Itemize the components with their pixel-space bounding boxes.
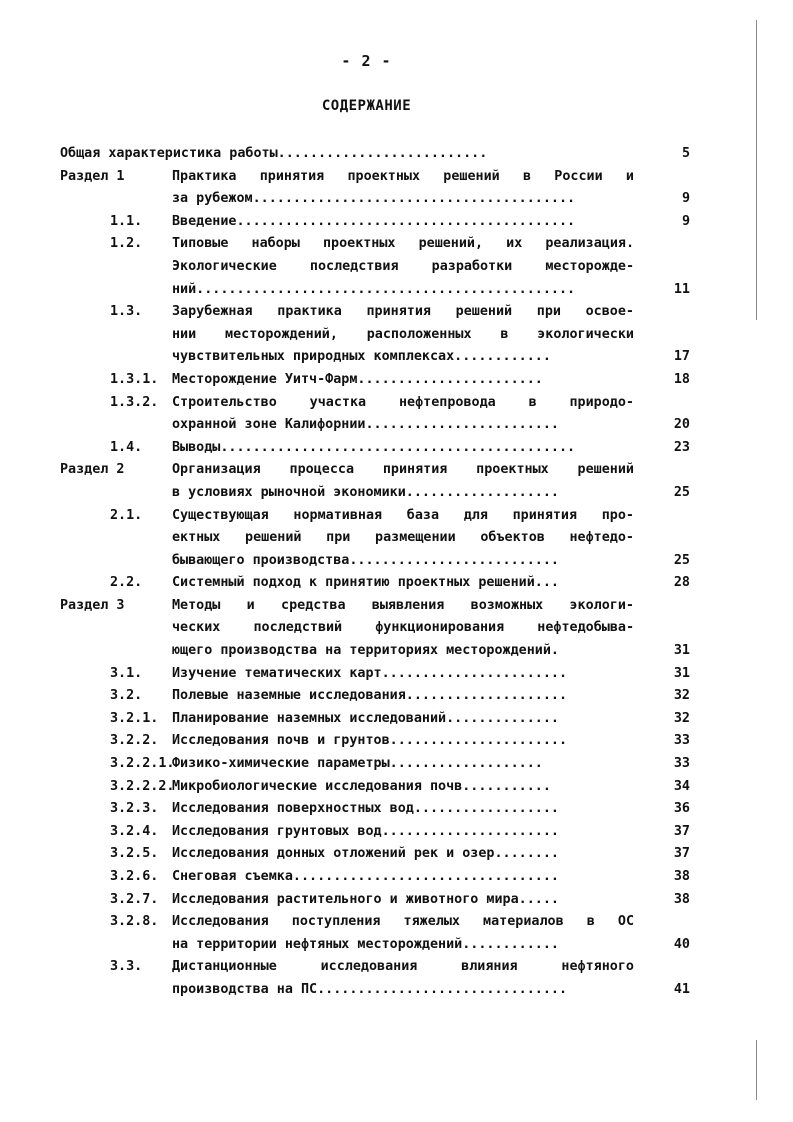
- toc-entry-label: 2.1.: [110, 507, 143, 523]
- toc-entry-text: Исследования грунтовых вод......................: [172, 823, 559, 839]
- toc-entry-line: [60, 550, 690, 573]
- toc-entry-label: 3.2.2.1.: [110, 756, 175, 772]
- toc-entry-text: Строительство участка нефтепровода в природо-: [172, 394, 634, 410]
- toc-entry-label: 1.3.1.: [110, 371, 159, 387]
- toc-entry-page: 33: [673, 756, 690, 772]
- toc-entry-text: Организация процесса принятия проектных решений: [172, 462, 634, 478]
- toc-entry-text: Месторождение Уитч-Фарм.......................: [172, 371, 543, 387]
- toc-entry-page: 17: [673, 349, 690, 365]
- toc-entry-line: [60, 640, 690, 663]
- toc-entry-line: [60, 911, 690, 934]
- toc-entry-page: 40: [673, 936, 690, 952]
- toc-entry-label: Раздел 1: [60, 168, 125, 184]
- toc-entry-text: Полевые наземные исследования....................: [172, 688, 568, 704]
- toc-entry-text: ектных решений при размещении объектов нефтедо-: [172, 530, 634, 546]
- toc-entry-label: 1.1.: [110, 213, 143, 229]
- toc-entry-line: [60, 324, 690, 347]
- toc-entry-text: Типовые наборы проектных решений, их реализация.: [172, 236, 634, 252]
- toc-entry-text: на территории нефтяных месторождений............: [172, 936, 559, 952]
- toc-entry-page: 33: [673, 733, 690, 749]
- toc-entry-text: Исследования донных отложений рек и озер........: [172, 846, 559, 862]
- toc-entry-page: 36: [673, 801, 690, 817]
- toc-entry-page: 23: [673, 439, 690, 455]
- toc-entry-page: 37: [673, 846, 690, 862]
- toc-entry-text: Методы и средства выявления возможных экологи-: [172, 597, 634, 613]
- toc-entry-page: 20: [673, 417, 690, 433]
- toc-entry-page: 5: [681, 146, 690, 161]
- toc-entry-label: 3.3.: [110, 959, 143, 975]
- toc-entry-text: Зарубежная практика принятия решений при освое-: [172, 304, 634, 320]
- toc-entry-label: 1.2.: [110, 236, 143, 252]
- toc-entry-line: [60, 866, 690, 889]
- toc-entry-page: 41: [673, 981, 690, 997]
- toc-entry-label: 3.2.6.: [110, 869, 159, 884]
- toc-entry-text: чувствительных природных комплексах............: [172, 349, 551, 365]
- toc-entry-line: [60, 979, 690, 1002]
- toc-entry-line: [60, 821, 690, 844]
- toc-entry-text: ческих последствий функционирования нефтедобыва-: [172, 620, 634, 636]
- toc-entry-page: 32: [673, 710, 690, 726]
- toc-entry-page: 32: [673, 688, 690, 704]
- toc-entry-text: в условиях рыночной экономики...................: [172, 484, 559, 500]
- toc-entry-line: [60, 143, 690, 166]
- toc-entry-text: Исследования поступления тяжелых материалов в ОС: [172, 914, 634, 930]
- toc-entry-line: [60, 572, 690, 595]
- toc-entry-page: 34: [673, 778, 690, 794]
- toc-entry-text: нии месторождений, расположенных в экологически: [172, 326, 634, 342]
- toc-entry-line: [60, 798, 690, 821]
- toc-entry-line: [60, 256, 690, 279]
- toc-entry-label: 3.2.7.: [110, 891, 159, 907]
- toc-entry-text: Выводы............................................: [172, 439, 576, 455]
- toc-entry-line: [60, 188, 690, 211]
- toc-entry-label: 3.1.: [110, 665, 143, 681]
- toc-entry-page: 11: [673, 281, 690, 297]
- toc-entry-line: [60, 708, 690, 731]
- scan-edge-line: [756, 1040, 757, 1100]
- toc-entry-text: за рубежом........................................: [172, 191, 576, 207]
- toc-entry-text: ющего производства на территориях месторождений.: [172, 643, 559, 659]
- toc-entry-label: 3.2.3.: [110, 801, 159, 817]
- toc-entry-line: [60, 730, 690, 753]
- toc-entry-text: Снеговая съемка.................................: [172, 869, 559, 884]
- toc-entry-label: 3.2.5.: [110, 846, 159, 862]
- toc-entry-page: 31: [673, 643, 690, 659]
- toc-entry-line: [60, 279, 690, 302]
- toc-entry-line: [60, 369, 690, 392]
- toc-entry-line: [60, 889, 690, 912]
- toc-entry-line: [60, 392, 690, 415]
- toc-entry-label: 1.3.2.: [110, 394, 159, 410]
- toc-entry-line: [60, 934, 690, 957]
- toc-entry-line: [60, 482, 690, 505]
- toc-entry-label: 3.2.2.: [110, 733, 159, 749]
- toc-entry-text: Практика принятия проектных решений в России и: [172, 168, 634, 184]
- toc-entry-page: 38: [673, 891, 690, 907]
- table-of-contents: [60, 143, 690, 1002]
- toc-entry-line: [60, 414, 690, 437]
- toc-entry-line: [60, 211, 690, 234]
- toc-entry-label: 3.2.: [110, 688, 143, 704]
- toc-entry-text: Исследования поверхностных вод..................: [172, 801, 559, 817]
- toc-entry-label: 2.2.: [110, 575, 143, 591]
- toc-entry-page: 28: [673, 575, 690, 591]
- toc-entry-label: Раздел 3: [60, 597, 125, 613]
- toc-entry-label: 1.3.: [110, 304, 143, 320]
- toc-entry-page: 25: [673, 552, 690, 568]
- toc-entry-label: 1.4.: [110, 439, 143, 455]
- toc-entry-line: [60, 233, 690, 256]
- toc-entry-line: [60, 753, 690, 776]
- toc-entry-line: [60, 505, 690, 528]
- toc-entry-label: 3.2.1.: [110, 710, 159, 726]
- toc-entry-line: [60, 685, 690, 708]
- toc-heading: СОДЕРЖАНИЕ: [321, 98, 412, 114]
- toc-entry-text: Физико-химические параметры...................: [172, 756, 543, 772]
- toc-entry-label: Раздел 2: [60, 462, 125, 478]
- toc-entry-text: Исследования почв и грунтов......................: [172, 733, 568, 749]
- toc-entry-page: 9: [681, 191, 690, 207]
- toc-entry-line: [60, 617, 690, 640]
- toc-entry-text: ний...............................................: [172, 281, 576, 297]
- toc-entry-line: [60, 301, 690, 324]
- toc-entry-line: [60, 346, 690, 369]
- page-number: - 2 -: [341, 52, 392, 70]
- toc-entry-text: Существующая нормативная база для принятия про-: [172, 507, 634, 523]
- toc-entry-line: [60, 956, 690, 979]
- toc-entry-text: Исследования растительного и животного мира.....: [172, 891, 559, 907]
- toc-entry-text: производства на ПС...............................: [172, 981, 568, 997]
- toc-entry-line: [60, 459, 690, 482]
- toc-entry-text: Планирование наземных исследований..............: [172, 710, 559, 726]
- toc-entry-label: 3.2.2.2.: [110, 778, 175, 794]
- toc-entry-label: 3.2.4.: [110, 823, 159, 839]
- toc-entry-page: 31: [673, 665, 690, 681]
- toc-entry-line: [60, 527, 690, 550]
- toc-entry-line: [60, 663, 690, 686]
- toc-entry-line: [60, 166, 690, 189]
- toc-entry-page: 38: [673, 869, 690, 884]
- toc-entry-line: [60, 843, 690, 866]
- toc-entry-page: 25: [673, 484, 690, 500]
- scan-edge-line: [756, 20, 757, 320]
- toc-entry-page: 9: [681, 213, 690, 229]
- toc-entry-text: охранной зоне Калифорнии........................: [172, 417, 559, 433]
- toc-entry-text: Микробиологические исследования почв...........: [172, 778, 551, 794]
- toc-entry-text: Введение..........................................: [172, 213, 576, 229]
- toc-entry-text: Экологические последствия разработки месторожде-: [172, 258, 634, 274]
- toc-entry-text: бывающего производства..........................: [172, 552, 559, 568]
- toc-entry-text: Изучение тематических карт.......................: [172, 665, 568, 681]
- toc-entry-page: 18: [673, 371, 690, 387]
- toc-entry-line: [60, 437, 690, 460]
- toc-entry-text: Системный подход к принятию проектных решений...: [172, 575, 559, 591]
- toc-entry-line: [60, 776, 690, 799]
- toc-entry-text: Общая характеристика работы..........................: [60, 146, 488, 161]
- toc-entry-text: Дистанционные исследования влияния нефтяного: [172, 959, 634, 975]
- toc-entry-page: 37: [673, 823, 690, 839]
- toc-entry-label: 3.2.8.: [110, 914, 159, 930]
- toc-entry-line: [60, 595, 690, 618]
